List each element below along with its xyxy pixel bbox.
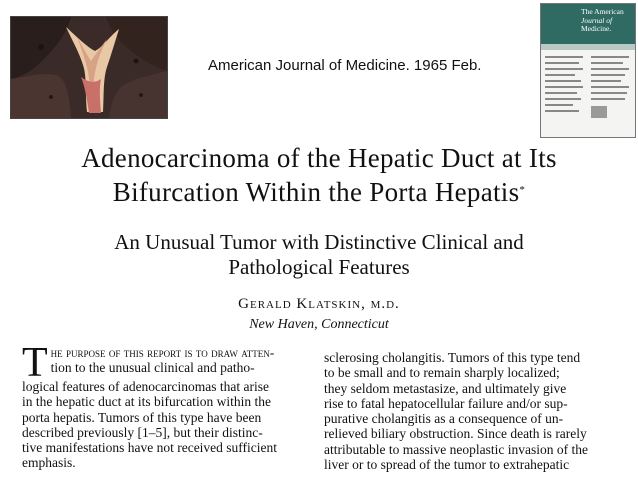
journal-cover xyxy=(540,3,636,138)
cover-stripe xyxy=(541,44,635,50)
col2-line: attributable to massive neoplastic invasion of the xyxy=(324,441,588,457)
col2-line: liver or to spread of the tumor to extrahepatic xyxy=(324,457,570,473)
col2-line: they seldom metastasize, and ultimately give xyxy=(324,380,567,396)
cover-contents-list xyxy=(545,54,631,132)
col2-line: purative cholangitis as a consequence of un- xyxy=(324,411,564,427)
article-subtitle-line1: An Unusual Tumor with Distinctive Clinical and xyxy=(114,230,524,254)
col2-line: sclerosing cholangitis. Tumors of this type tend xyxy=(324,350,581,365)
cover-title xyxy=(581,8,633,34)
article-subtitle-line2: Pathological Features xyxy=(228,255,410,279)
drop-cap: T xyxy=(22,340,48,386)
col1-line: described previously [1–5], but their distinc- xyxy=(22,424,263,440)
body-column-left xyxy=(22,340,306,471)
col1-line: logical features of adenocarcinomas that arise xyxy=(22,379,270,394)
author-affiliation: New Haven, Connecticut xyxy=(249,317,389,332)
col2-line: relieved biliary obstruction. Since death is rarely xyxy=(324,426,587,442)
author-name xyxy=(0,296,638,313)
col1-line: in the hepatic duct at its bifurcation within the xyxy=(22,394,271,410)
body-column-right xyxy=(324,350,616,472)
col2-line: rise to fatal hepatocellular failure and/or sup- xyxy=(324,395,568,411)
liver-specimen-photo xyxy=(10,16,168,119)
cover-logo xyxy=(591,106,607,118)
col1-line: he purpose of this report is to draw atten- xyxy=(50,345,275,360)
col2-line: to be small and to remain sharply localized; xyxy=(324,365,560,381)
cover-title-line2: Journal of xyxy=(581,15,613,25)
article-title-line2 xyxy=(0,176,638,209)
cover-title-line1: The American xyxy=(581,7,624,16)
citation-caption: American Journal of Medicine. 1965 Feb. xyxy=(208,57,482,74)
author-name-text: Gerald Klatskin, m.d. xyxy=(238,296,400,312)
col1-line: porta hepatis. Tumors of this type have been xyxy=(22,409,262,425)
title-footnote-mark: * xyxy=(519,184,526,196)
article-title-line2-text: Bifurcation Within the Porta Hepatis xyxy=(112,177,520,207)
col1-line: tive manifestations have not received sufficient xyxy=(22,440,278,456)
col1-line: tion to the unusual clinical and patho- xyxy=(50,360,255,376)
cover-title-line3: Medicine. xyxy=(581,24,612,33)
col1-line: emphasis. xyxy=(22,455,76,471)
article-title-line1: Adenocarcinoma of the Hepatic Duct at Its xyxy=(81,143,557,173)
liver-specimen-image xyxy=(11,17,167,118)
